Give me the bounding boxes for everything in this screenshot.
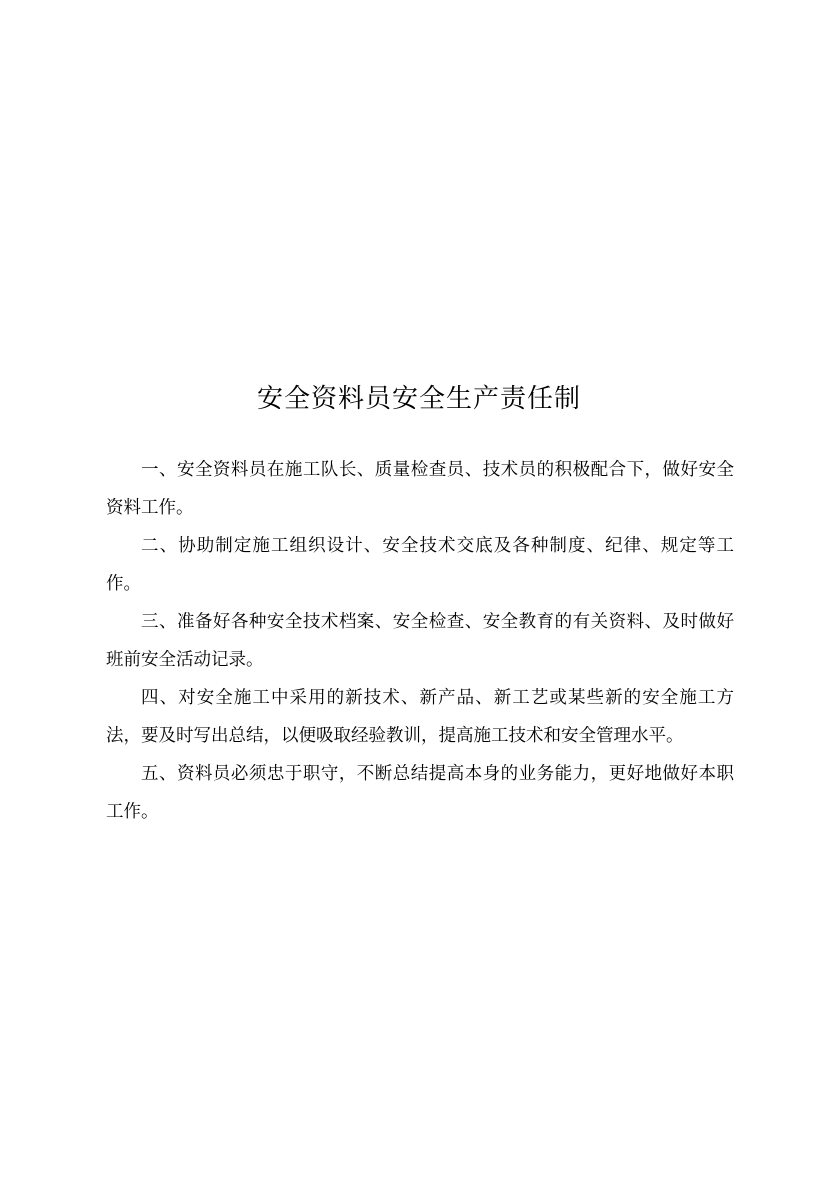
paragraph-4: 四、对安全施工中采用的新技术、新产品、新工艺或某些新的安全施工方法，要及时写出总结，以便吸取经验教训，提高施工技术和安全管理水平。 <box>106 688 734 746</box>
document-title: 安全资料员安全生产责任制 <box>256 384 581 414</box>
paragraph-2: 二、协助制定施工组织设计、安全技术交底及各种制度、纪律、规定等工作。 <box>106 536 734 594</box>
paragraph-1: 一、安全资料员在施工队长、质量检查员、技术员的积极配合下，做好安全资料工作。 <box>106 460 734 518</box>
paragraph-5: 五、资料员必须忠于职守，不断总结提高本身的业务能力，更好地做好本职工作。 <box>106 764 734 822</box>
paragraph-3: 三、准备好各种安全技术档案、安全检查、安全教育的有关资料、及时做好班前安全活动记录。 <box>106 612 734 670</box>
document-body <box>106 451 734 831</box>
